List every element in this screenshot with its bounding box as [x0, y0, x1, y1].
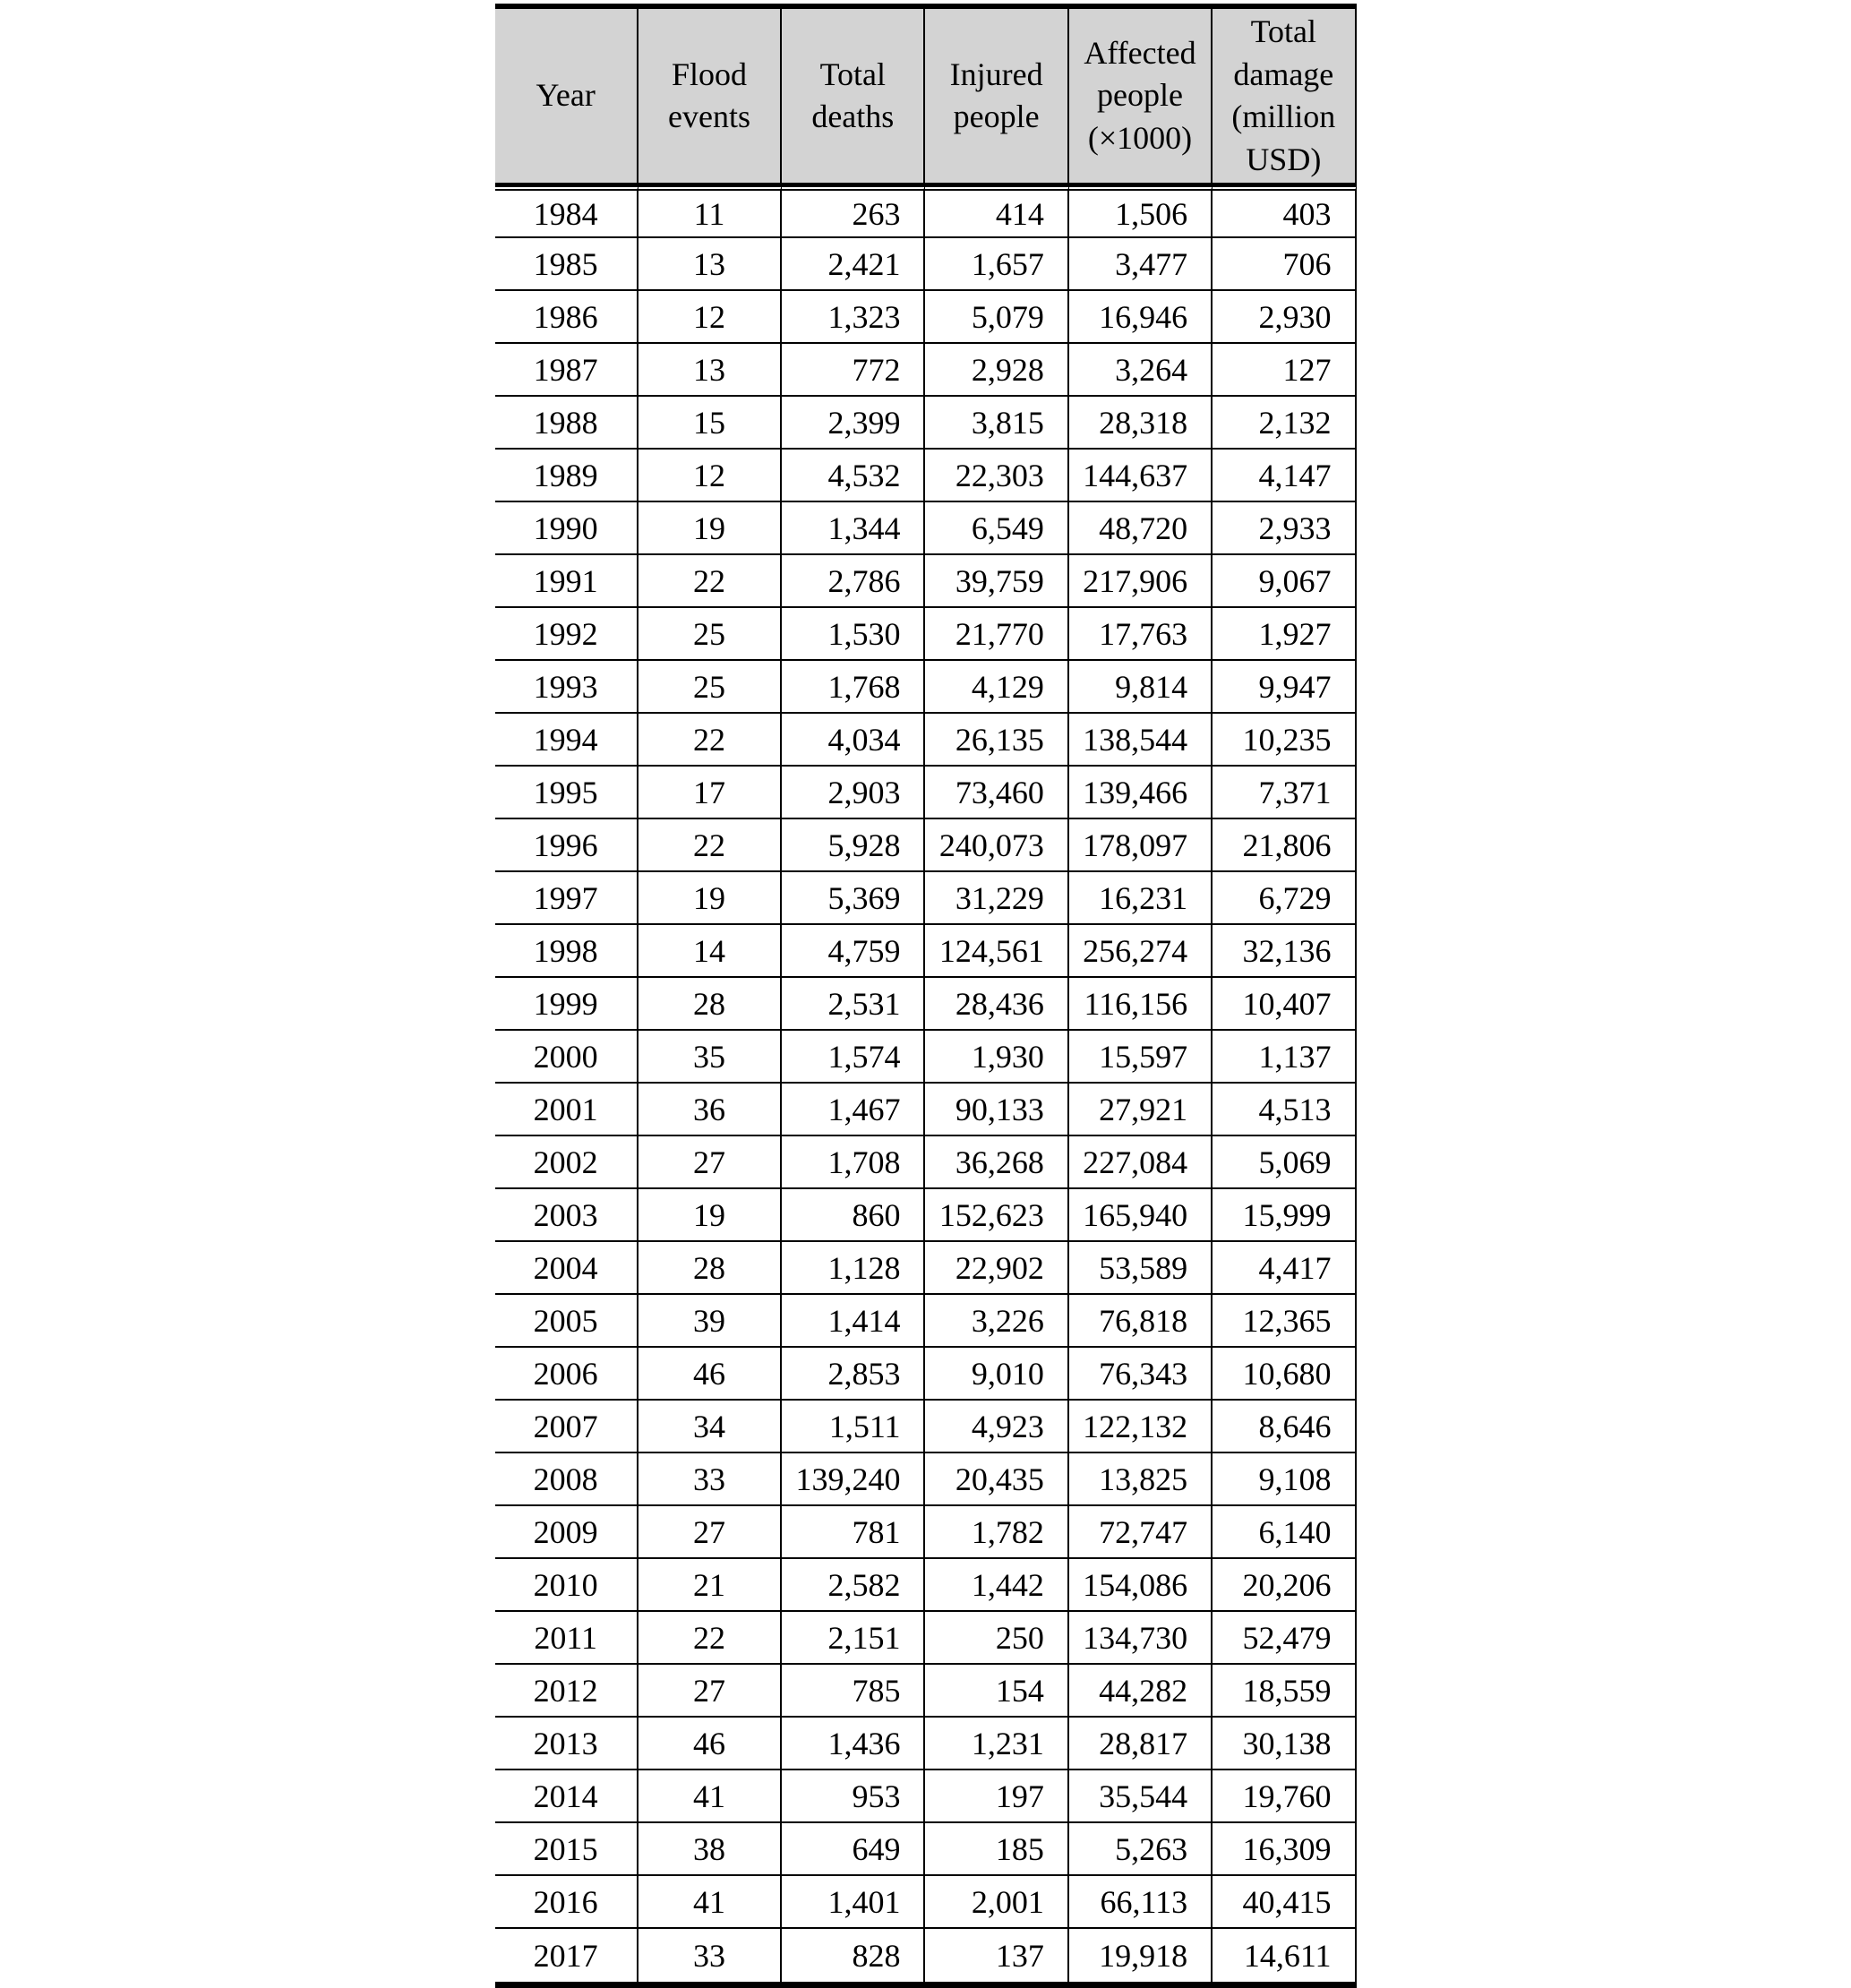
table-cell: 2007 — [495, 1401, 638, 1453]
table-row — [495, 978, 1357, 1031]
table-cell: 2002 — [495, 1136, 638, 1189]
table-cell: 34 — [638, 1401, 782, 1453]
table-cell: 2,930 — [1213, 291, 1356, 344]
table-cell: 5,069 — [1213, 1136, 1356, 1189]
table-cell: 2001 — [495, 1084, 638, 1136]
column-header-total-damage: Total damage (million USD) — [1213, 9, 1356, 185]
table-row — [495, 1506, 1357, 1559]
table-cell: 1,657 — [925, 238, 1068, 291]
table-cell: 4,513 — [1213, 1084, 1356, 1136]
table-cell: 28,817 — [1069, 1718, 1213, 1770]
table-cell: 1994 — [495, 714, 638, 767]
table-cell: 2003 — [495, 1189, 638, 1242]
column-header-flood-events: Flood events — [638, 9, 782, 185]
table-cell: 21,806 — [1213, 819, 1356, 872]
table-row — [495, 661, 1357, 714]
table-cell: 154 — [925, 1665, 1068, 1718]
table-cell: 48,720 — [1069, 502, 1213, 555]
table-row — [495, 1718, 1357, 1770]
header-row — [495, 9, 1357, 185]
table-cell: 41 — [638, 1876, 782, 1929]
table-cell: 10,235 — [1213, 714, 1356, 767]
table-cell: 178,097 — [1069, 819, 1213, 872]
table-cell: 1,467 — [782, 1084, 925, 1136]
table-cell: 1993 — [495, 661, 638, 714]
table-cell: 2004 — [495, 1242, 638, 1295]
table-row — [495, 397, 1357, 450]
column-header-total-deaths: Total deaths — [782, 9, 925, 185]
table-row — [495, 1929, 1357, 1982]
table-cell: 4,759 — [782, 925, 925, 978]
table-cell: 19,760 — [1213, 1770, 1356, 1823]
table-cell: 46 — [638, 1348, 782, 1401]
table-row — [495, 1823, 1357, 1876]
table-row — [495, 1665, 1357, 1718]
table-cell: 1,782 — [925, 1506, 1068, 1559]
table-row — [495, 872, 1357, 925]
table-cell: 1,708 — [782, 1136, 925, 1189]
table-cell: 30,138 — [1213, 1718, 1356, 1770]
table-cell: 44,282 — [1069, 1665, 1213, 1718]
table-cell: 138,544 — [1069, 714, 1213, 767]
table-cell: 76,343 — [1069, 1348, 1213, 1401]
table-cell: 1995 — [495, 767, 638, 819]
table-cell: 2,786 — [782, 555, 925, 608]
table-cell: 2,928 — [925, 344, 1068, 397]
table-row — [495, 555, 1357, 608]
table-row — [495, 925, 1357, 978]
table-cell: 1,511 — [782, 1401, 925, 1453]
table-cell: 1989 — [495, 450, 638, 502]
table-cell: 2012 — [495, 1665, 638, 1718]
table-cell: 9,108 — [1213, 1453, 1356, 1506]
table-cell: 2000 — [495, 1031, 638, 1084]
table-cell: 10,680 — [1213, 1348, 1356, 1401]
page — [0, 4, 1851, 1988]
table-cell: 11 — [638, 185, 782, 238]
table-cell: 53,589 — [1069, 1242, 1213, 1295]
table-cell: 46 — [638, 1718, 782, 1770]
table-row — [495, 1242, 1357, 1295]
table-cell: 1,927 — [1213, 608, 1356, 661]
table-cell: 8,646 — [1213, 1401, 1356, 1453]
table-cell: 860 — [782, 1189, 925, 1242]
table-row — [495, 1612, 1357, 1665]
table-cell: 139,466 — [1069, 767, 1213, 819]
table-cell: 6,140 — [1213, 1506, 1356, 1559]
table-cell: 17,763 — [1069, 608, 1213, 661]
table-cell: 1,414 — [782, 1295, 925, 1348]
table-cell: 25 — [638, 608, 782, 661]
table-row — [495, 767, 1357, 819]
table-cell: 4,532 — [782, 450, 925, 502]
table-cell: 16,946 — [1069, 291, 1213, 344]
table-cell: 217,906 — [1069, 555, 1213, 608]
table-cell: 2,001 — [925, 1876, 1068, 1929]
table-cell: 26,135 — [925, 714, 1068, 767]
table-cell: 197 — [925, 1770, 1068, 1823]
table-cell: 1998 — [495, 925, 638, 978]
table-cell: 1987 — [495, 344, 638, 397]
table-cell: 21,770 — [925, 608, 1068, 661]
table-cell: 28,436 — [925, 978, 1068, 1031]
table-cell: 4,147 — [1213, 450, 1356, 502]
table-cell: 2,582 — [782, 1559, 925, 1612]
table-cell: 4,923 — [925, 1401, 1068, 1453]
table-cell: 14,611 — [1213, 1929, 1356, 1982]
table-row — [495, 238, 1357, 291]
table-cell: 706 — [1213, 238, 1356, 291]
table-cell: 2011 — [495, 1612, 638, 1665]
table-cell: 1984 — [495, 185, 638, 238]
table-cell: 1,401 — [782, 1876, 925, 1929]
table-cell: 27,921 — [1069, 1084, 1213, 1136]
table-cell: 9,067 — [1213, 555, 1356, 608]
table-cell: 152,623 — [925, 1189, 1068, 1242]
table-cell: 20,206 — [1213, 1559, 1356, 1612]
column-header-year: Year — [495, 9, 638, 185]
flood-statistics-table — [495, 4, 1357, 1988]
table-cell: 1990 — [495, 502, 638, 555]
table-cell: 25 — [638, 661, 782, 714]
table-cell: 4,129 — [925, 661, 1068, 714]
table-cell: 2,421 — [782, 238, 925, 291]
table-cell: 134,730 — [1069, 1612, 1213, 1665]
table-cell: 2010 — [495, 1559, 638, 1612]
table-cell: 12,365 — [1213, 1295, 1356, 1348]
table-row — [495, 1559, 1357, 1612]
table-cell: 6,729 — [1213, 872, 1356, 925]
table-cell: 16,309 — [1213, 1823, 1356, 1876]
table-cell: 13,825 — [1069, 1453, 1213, 1506]
table-cell: 414 — [925, 185, 1068, 238]
table-cell: 1,137 — [1213, 1031, 1356, 1084]
table-cell: 39,759 — [925, 555, 1068, 608]
table-cell: 16,231 — [1069, 872, 1213, 925]
table-cell: 33 — [638, 1929, 782, 1982]
table-cell: 127 — [1213, 344, 1356, 397]
table-cell: 39 — [638, 1295, 782, 1348]
table-cell: 35 — [638, 1031, 782, 1084]
table-cell: 2016 — [495, 1876, 638, 1929]
table-cell: 1,436 — [782, 1718, 925, 1770]
table-cell: 28 — [638, 1242, 782, 1295]
table-cell: 1,231 — [925, 1718, 1068, 1770]
table-cell: 124,561 — [925, 925, 1068, 978]
table-cell: 5,928 — [782, 819, 925, 872]
table-cell: 2013 — [495, 1718, 638, 1770]
table-cell: 2014 — [495, 1770, 638, 1823]
table-cell: 22,303 — [925, 450, 1068, 502]
table-cell: 10,407 — [1213, 978, 1356, 1031]
table-row — [495, 819, 1357, 872]
table-cell: 1,574 — [782, 1031, 925, 1084]
table-cell: 22 — [638, 1612, 782, 1665]
table-cell: 52,479 — [1213, 1612, 1356, 1665]
table-row — [495, 608, 1357, 661]
table-row — [495, 502, 1357, 555]
column-header-affected-people: Affected people (×1000) — [1069, 9, 1213, 185]
table-cell: 263 — [782, 185, 925, 238]
table-cell: 649 — [782, 1823, 925, 1876]
table-cell: 22 — [638, 819, 782, 872]
table-cell: 2006 — [495, 1348, 638, 1401]
table-cell: 1985 — [495, 238, 638, 291]
table-cell: 240,073 — [925, 819, 1068, 872]
table-cell: 1,530 — [782, 608, 925, 661]
table-cell: 1999 — [495, 978, 638, 1031]
table-cell: 21 — [638, 1559, 782, 1612]
table-cell: 1992 — [495, 608, 638, 661]
table-cell: 144,637 — [1069, 450, 1213, 502]
table-cell: 1,344 — [782, 502, 925, 555]
table-cell: 22 — [638, 555, 782, 608]
table-cell: 12 — [638, 450, 782, 502]
table-header — [495, 9, 1357, 185]
table-cell: 785 — [782, 1665, 925, 1718]
table-cell: 12 — [638, 291, 782, 344]
table-row — [495, 344, 1357, 397]
table-cell: 154,086 — [1069, 1559, 1213, 1612]
table-cell: 19,918 — [1069, 1929, 1213, 1982]
table-cell: 772 — [782, 344, 925, 397]
table-cell: 250 — [925, 1612, 1068, 1665]
table-cell: 4,034 — [782, 714, 925, 767]
table-cell: 14 — [638, 925, 782, 978]
table-row — [495, 1136, 1357, 1189]
table-cell: 9,947 — [1213, 661, 1356, 714]
table-cell: 137 — [925, 1929, 1068, 1982]
table-cell: 15,999 — [1213, 1189, 1356, 1242]
table-cell: 5,263 — [1069, 1823, 1213, 1876]
table-cell: 36 — [638, 1084, 782, 1136]
table-cell: 27 — [638, 1665, 782, 1718]
table-cell: 1996 — [495, 819, 638, 872]
table-cell: 15 — [638, 397, 782, 450]
table-cell: 1,768 — [782, 661, 925, 714]
table-cell: 227,084 — [1069, 1136, 1213, 1189]
table-cell: 19 — [638, 502, 782, 555]
table-cell: 66,113 — [1069, 1876, 1213, 1929]
table-cell: 2015 — [495, 1823, 638, 1876]
table-cell: 31,229 — [925, 872, 1068, 925]
table-cell: 2,933 — [1213, 502, 1356, 555]
table-cell: 185 — [925, 1823, 1068, 1876]
table-cell: 9,010 — [925, 1348, 1068, 1401]
table-row — [495, 185, 1357, 238]
column-header-injured-people: Injured people — [925, 9, 1068, 185]
table-cell: 17 — [638, 767, 782, 819]
table-cell: 3,264 — [1069, 344, 1213, 397]
table-cell: 33 — [638, 1453, 782, 1506]
table-cell: 28 — [638, 978, 782, 1031]
table-cell: 73,460 — [925, 767, 1068, 819]
table-cell: 38 — [638, 1823, 782, 1876]
table-cell: 28,318 — [1069, 397, 1213, 450]
table-cell: 3,226 — [925, 1295, 1068, 1348]
table-cell: 2005 — [495, 1295, 638, 1348]
table-cell: 2,903 — [782, 767, 925, 819]
table-cell: 2017 — [495, 1929, 638, 1982]
table-body — [495, 185, 1357, 1982]
table-cell: 2,853 — [782, 1348, 925, 1401]
table-cell: 90,133 — [925, 1084, 1068, 1136]
table-cell: 22 — [638, 714, 782, 767]
table-cell: 35,544 — [1069, 1770, 1213, 1823]
table-cell: 403 — [1213, 185, 1356, 238]
table-cell: 122,132 — [1069, 1401, 1213, 1453]
table-cell: 40,415 — [1213, 1876, 1356, 1929]
table-cell: 165,940 — [1069, 1189, 1213, 1242]
table-row — [495, 1084, 1357, 1136]
table-cell: 1986 — [495, 291, 638, 344]
table-row — [495, 1770, 1357, 1823]
table-cell: 32,136 — [1213, 925, 1356, 978]
table-cell: 7,371 — [1213, 767, 1356, 819]
table-cell: 1991 — [495, 555, 638, 608]
table-cell: 3,815 — [925, 397, 1068, 450]
table-cell: 2008 — [495, 1453, 638, 1506]
table-cell: 2,151 — [782, 1612, 925, 1665]
table-cell: 1,323 — [782, 291, 925, 344]
table-cell: 15,597 — [1069, 1031, 1213, 1084]
table-row — [495, 1189, 1357, 1242]
table-cell: 19 — [638, 872, 782, 925]
table-cell: 2,531 — [782, 978, 925, 1031]
table-cell: 139,240 — [782, 1453, 925, 1506]
table-cell: 5,079 — [925, 291, 1068, 344]
table-cell: 2009 — [495, 1506, 638, 1559]
table-cell: 4,417 — [1213, 1242, 1356, 1295]
table-cell: 1988 — [495, 397, 638, 450]
table-cell: 2,399 — [782, 397, 925, 450]
table-cell: 116,156 — [1069, 978, 1213, 1031]
table-cell: 6,549 — [925, 502, 1068, 555]
table-cell: 5,369 — [782, 872, 925, 925]
table-cell: 27 — [638, 1136, 782, 1189]
table-cell: 1997 — [495, 872, 638, 925]
table-row — [495, 450, 1357, 502]
table-cell: 828 — [782, 1929, 925, 1982]
table-row — [495, 1401, 1357, 1453]
table-cell: 1,930 — [925, 1031, 1068, 1084]
table-cell: 76,818 — [1069, 1295, 1213, 1348]
table-cell: 1,442 — [925, 1559, 1068, 1612]
table-cell: 72,747 — [1069, 1506, 1213, 1559]
table-cell: 953 — [782, 1770, 925, 1823]
table-cell: 9,814 — [1069, 661, 1213, 714]
table-cell: 22,902 — [925, 1242, 1068, 1295]
table-cell: 13 — [638, 344, 782, 397]
table-row — [495, 1295, 1357, 1348]
table-cell: 1,128 — [782, 1242, 925, 1295]
table-row — [495, 1031, 1357, 1084]
table-cell: 36,268 — [925, 1136, 1068, 1189]
table-cell: 20,435 — [925, 1453, 1068, 1506]
table-cell: 41 — [638, 1770, 782, 1823]
table-cell: 781 — [782, 1506, 925, 1559]
table-cell: 19 — [638, 1189, 782, 1242]
table-cell: 27 — [638, 1506, 782, 1559]
table-row — [495, 1453, 1357, 1506]
table-row — [495, 714, 1357, 767]
table-cell: 18,559 — [1213, 1665, 1356, 1718]
table-cell: 256,274 — [1069, 925, 1213, 978]
table-cell: 2,132 — [1213, 397, 1356, 450]
table-cell: 1,506 — [1069, 185, 1213, 238]
table-row — [495, 1876, 1357, 1929]
table-cell: 3,477 — [1069, 238, 1213, 291]
table-row — [495, 291, 1357, 344]
table-row — [495, 1348, 1357, 1401]
table-cell: 13 — [638, 238, 782, 291]
